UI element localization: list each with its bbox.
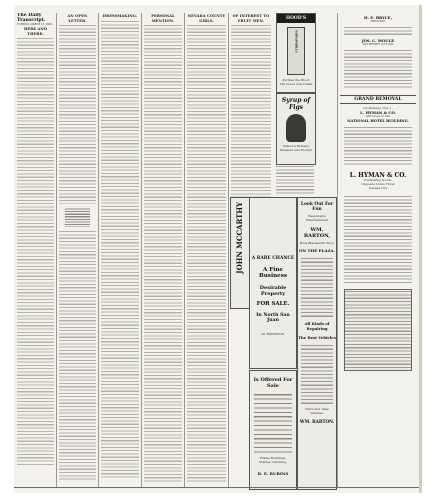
column-rule [98,13,99,487]
column-rule [56,13,57,487]
column-rule [141,13,142,487]
poem-block [65,207,90,227]
news-text-block [101,20,139,480]
for-sale-line: Stables, Dwelling, [259,459,287,464]
for-sale-line: R. E. RUBINS [257,470,289,476]
card-text [344,49,412,89]
barton-line: Look Out For Fun [300,202,334,212]
syrup-of-figs-advertisement [276,93,316,165]
hyman-title: L. HYMAN & CO. [349,172,407,180]
column-heading: NEVADA COUNTY GIRLS. [187,14,226,23]
column-dressmaking [101,13,139,487]
removal-line: L. HYMAN & CO. [360,110,396,116]
card-line: JOS. C. MOULE [361,37,395,43]
card-text [344,26,412,36]
for-sale-line: Frame Buildings, [259,456,287,460]
column-cards [340,13,416,487]
column-rule [184,13,185,487]
rare-chance-line: FOR SALE. [256,301,290,307]
for-sale-advertisement [249,370,297,490]
syrup-title: Syrup of Figs [281,97,311,111]
removal-line: NATIONAL HOTEL BUILDING. [347,119,409,124]
barton-advertisement [297,197,337,490]
column-heading: HERE AND THERE. [23,27,48,36]
masthead-title: The Daily Transcript. [17,13,46,23]
column-rule [228,13,229,487]
portrait-illustration [286,114,306,142]
rare-chance-line: A RARE CHANCE [251,256,295,261]
page-edge [419,5,422,493]
for-sale-line: Is Offered For Sale [253,377,293,389]
card-line: ATTORNEY AT LAW [362,41,394,46]
barton-line: Carts and other Vehicles. [305,407,329,416]
barton-line: WM. BARTON. [299,418,335,424]
column-local-news [17,13,54,487]
hyman-line: Nevada City [368,185,388,190]
hoods-sub: SARSAPARILLA [294,30,298,53]
hyman-line: Furnishing Goods, [364,178,392,183]
news-text-block [187,24,226,484]
column-county-girls [187,13,226,487]
removal-title: GRAND REMOVAL [340,95,416,104]
rare-chance-advertisement [249,197,297,369]
card-line: DENTIST. [370,19,386,23]
bottle-illustration [287,27,305,75]
barton-line: ON THE PLAZA. [298,248,336,254]
rare-chance-line: In North San Juan [256,313,290,323]
column-fruit-men [231,13,271,203]
bottom-rule [14,487,419,488]
newspaper-page [14,5,419,493]
hoods-line: 100 Doses One Dollar [279,81,313,86]
listing-lines [301,257,333,317]
barton-line: The Best Vehicles [298,335,336,341]
news-text-block [59,24,96,204]
barton-line: Reasonable Entertainment [305,214,329,222]
hyman-line: Opposite Union Hotel [361,181,395,186]
column-open-letter [59,13,96,487]
rare-chance-line: M. ROBINSON [261,332,285,336]
card-text [344,126,412,166]
bottom-card [344,289,412,371]
removal-line: On Monday, Nov. 1, [363,105,393,110]
news-text-block [17,37,54,467]
syrup-line: Pleasant and Prompt [280,147,312,152]
barton-title: WM. BARTON, [303,226,331,239]
column-heading: PERSONAL MENTION. [151,14,175,23]
listing-lines [254,393,292,453]
vertical-advertisement [230,197,250,309]
news-text-block [59,230,96,480]
hoods-line: Purifies the Blood [282,78,310,82]
rare-chance-line: Desirable Property [259,285,287,297]
syrup-line: Nature's Remedy [282,144,310,148]
listing-lines [301,344,333,404]
masthead-dateline: TUESDAY, MARCH 13, 1883. [17,23,53,26]
vertical-ad-text: JOHN MCCARTHY [235,202,244,274]
column-rule [337,13,338,487]
news-text-block [231,24,271,203]
barton-line: Boss Blacksmith Shop [300,240,334,245]
barton-line: All Kinds of Repairing [304,321,330,332]
column-heading: DRESSMAKING. [102,14,138,18]
news-text-block [144,24,182,484]
column-heading: OF INTEREST TO FRUIT MEN. [232,14,270,23]
card-line: H. E. BRYCE, [364,15,392,20]
column-heading: AN OPEN LETTER. [67,14,88,23]
hoods-advertisement [276,13,316,93]
rare-chance-line: A Fine Business [259,267,287,279]
notice-text-block [276,165,314,195]
column-personal [144,13,182,487]
removal-line: will move to the [365,114,391,119]
card-text [344,195,412,285]
hoods-title: HOOD'S [277,14,315,23]
